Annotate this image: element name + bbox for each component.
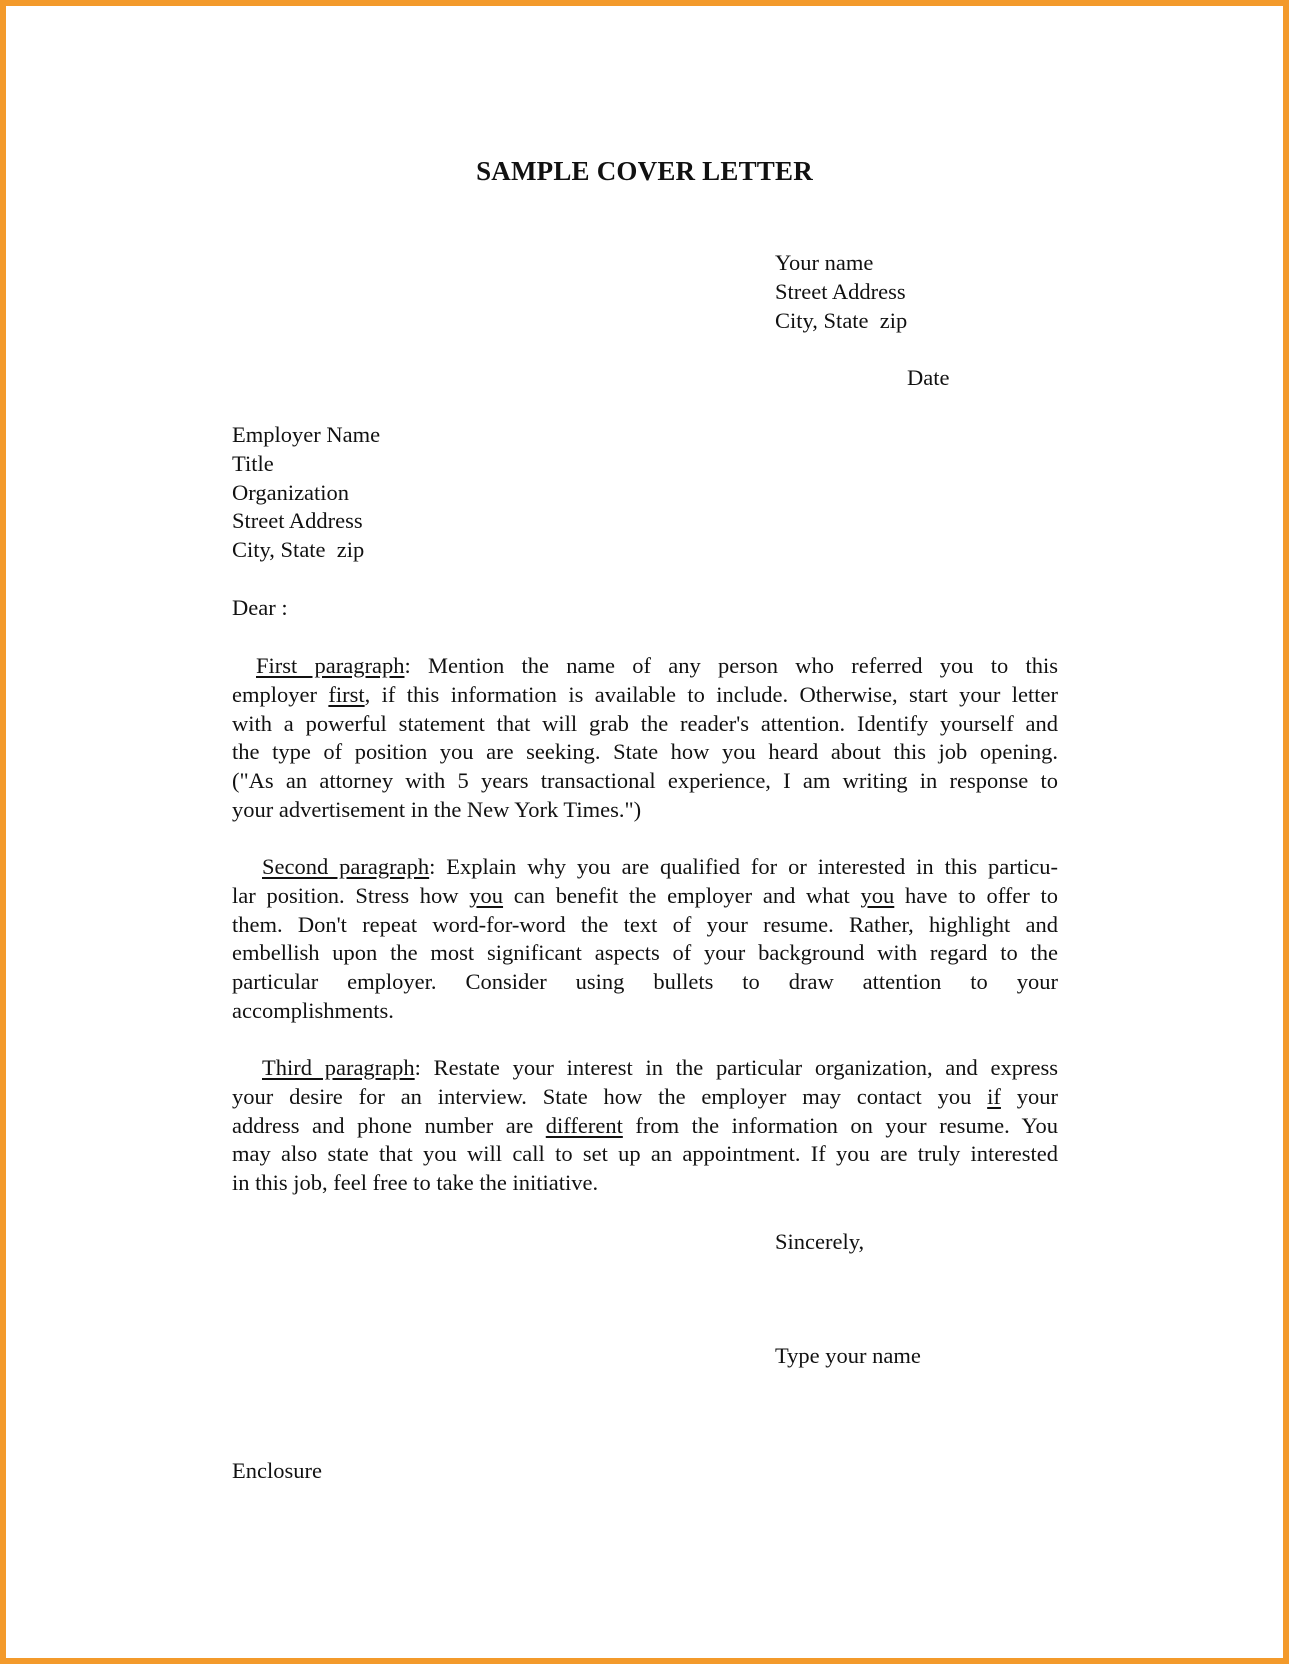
paragraph-line: lar position. Stress how you can benefit the employer and what you have to offer to <box>232 882 1058 908</box>
sender-city: City, State zip <box>775 307 908 333</box>
paragraph-line: your desire for an interview. State how the employer may contact you if your <box>232 1083 1058 1109</box>
third-paragraph <box>232 1054 1058 1198</box>
letter-date: Date <box>907 365 950 390</box>
recipient-organization: Organization <box>232 479 350 505</box>
sender-name: Your name <box>775 250 874 275</box>
paragraph-line: address and phone number are different from the information on your resume. You <box>232 1112 1058 1138</box>
signature-name: Type your name <box>775 1343 921 1368</box>
paragraph-line: your advertisement in the New York Times.") <box>232 796 642 822</box>
closing: Sincerely, <box>775 1229 865 1254</box>
sender-street: Street Address <box>775 278 906 304</box>
sender-address-block <box>775 249 907 335</box>
first-paragraph-heading: First paragraph <box>256 653 405 678</box>
enclosure-note: Enclosure <box>232 1458 322 1483</box>
recipient-city: City, State zip <box>232 537 365 563</box>
third-paragraph-heading: Third paragraph <box>262 1055 415 1080</box>
second-paragraph-heading: Second paragraph <box>262 854 430 879</box>
recipient-name: Employer Name <box>232 422 381 447</box>
document-title: SAMPLE COVER LETTER <box>476 156 813 186</box>
paragraph-line: employer first, if this information is available to include. Otherwise, start your letter <box>232 681 1058 707</box>
recipient-address-block <box>232 421 380 565</box>
first-paragraph <box>232 652 1058 825</box>
paragraph-line: may also state that you will call to set up an appointment. If you are truly interested <box>232 1141 1058 1167</box>
second-paragraph <box>232 853 1058 1026</box>
salutation: Dear : <box>232 595 288 620</box>
paragraph-line: First paragraph: Mention the name of any person who referred you to this <box>256 653 1058 678</box>
paragraph-line: accomplishments. <box>232 997 394 1023</box>
paragraph-line: in this job, feel free to take the initiative. <box>232 1170 599 1196</box>
paragraph-line: with a powerful statement that will grab the reader's attention. Identify yourself and <box>232 710 1058 736</box>
paragraph-line: Third paragraph: Restate your interest in the particular organization, and express <box>262 1055 1058 1080</box>
paragraph-line: embellish upon the most significant aspects of your background with regard to the <box>232 940 1058 966</box>
paragraph-line: ("As an attorney with 5 years transactional experience, I am writing in response to <box>232 768 1058 794</box>
paragraph-line: particular employer. Consider using bullets to draw attention to your <box>232 969 1058 995</box>
paragraph-line: the type of position you are seeking. State how you heard about this job opening. <box>232 739 1058 765</box>
recipient-street: Street Address <box>232 508 363 534</box>
recipient-title: Title <box>232 450 274 476</box>
paragraph-line: them. Don't repeat word-for-word the text of your resume. Rather, highlight and <box>232 911 1058 937</box>
paragraph-line: Second paragraph: Explain why you are qualified for or interested in this particu- <box>262 854 1058 879</box>
